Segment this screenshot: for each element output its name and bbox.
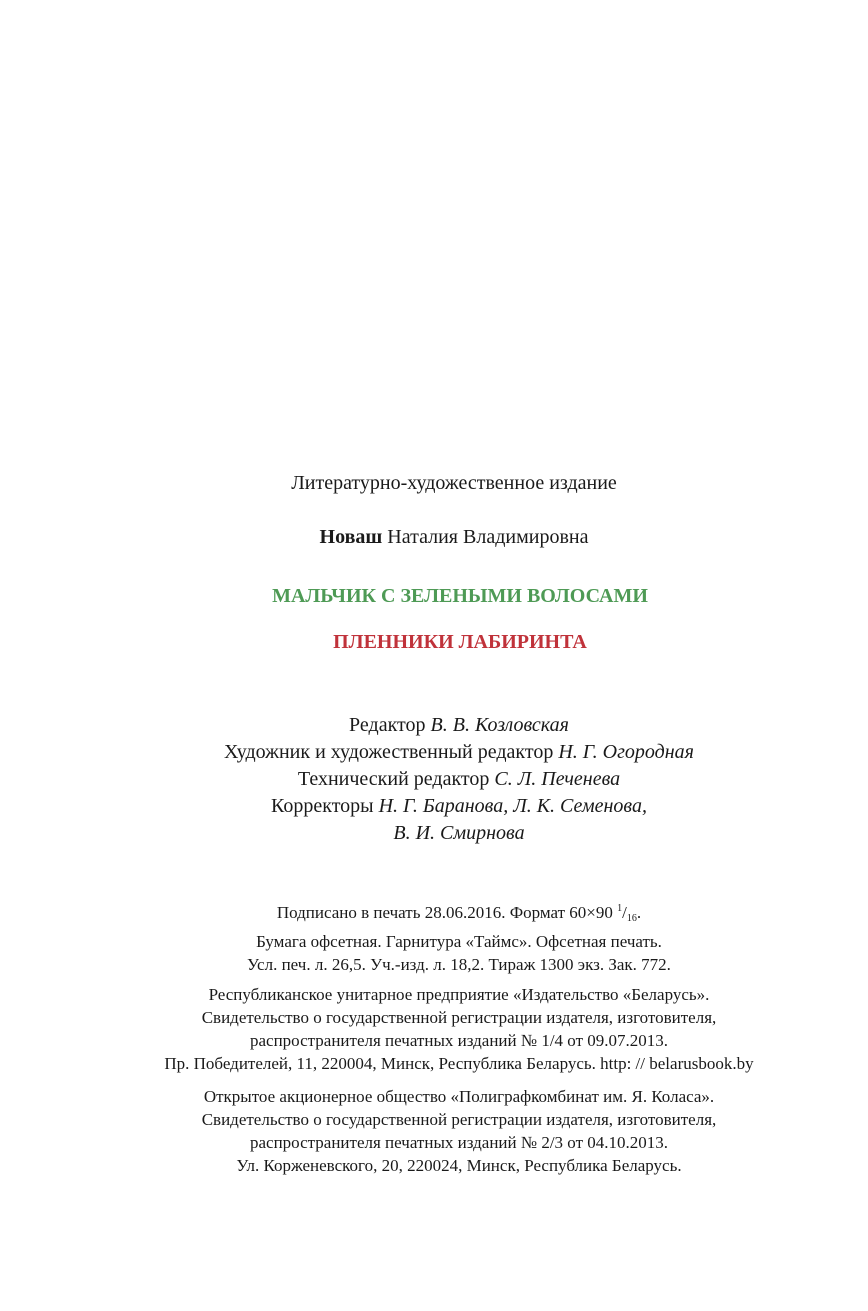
print-format-text: Подписано в печать 28.06.2016. Формат 60×90	[276, 903, 613, 922]
publisher-line-1: Республиканское унитарное предприятие «Издательство «Беларусь».	[208, 985, 710, 1004]
credit-label: Художник и художественный редактор	[224, 741, 554, 763]
credit-label: Технический редактор	[297, 768, 490, 790]
print-info-line-3: Усл. печ. л. 26,5. Уч.-изд. л. 18,2. Тираж 1300 экз. Зак. 772.	[247, 955, 671, 974]
publisher-line-3: распространителя печатных изданий № 1/4 от 09.07.2013.	[249, 1031, 669, 1050]
print-info-line-2: Бумага офсетная. Гарнитура «Таймс». Офсетная печать.	[256, 932, 662, 951]
fraction-numerator: 1	[617, 903, 623, 914]
printer-line-1: Открытое акционерное общество «Полиграфкомбинат им. Я. Коласа».	[203, 1087, 715, 1106]
credit-name: Н. Г. Огородная	[558, 741, 694, 763]
credit-proofreaders-cont	[0, 820, 868, 847]
fraction-denominator: 16	[626, 913, 637, 924]
printer-block	[0, 1085, 868, 1177]
credit-name: В. В. Козловская	[430, 714, 569, 736]
period: .	[636, 903, 642, 922]
credits-block	[0, 712, 868, 847]
author-line	[20, 526, 868, 549]
printer-line-4: Ул. Корженевского, 20, 220024, Минск, Республика Беларусь.	[236, 1156, 682, 1175]
credit-artist	[0, 739, 868, 766]
author-given-name: Наталия Владимировна	[387, 526, 589, 548]
credit-proofreaders	[0, 793, 868, 820]
publisher-block	[0, 983, 868, 1075]
publisher-line-4: Пр. Победителей, 11, 220004, Минск, Республика Беларусь. http: // belarusbook.by	[164, 1054, 754, 1073]
credit-name: В. И. Смирнова	[393, 822, 525, 844]
printer-line-2: Свидетельство о государственной регистрации издателя, изготовителя,	[201, 1110, 717, 1129]
author-surname: Новаш	[319, 526, 383, 548]
printer-line-3: распространителя печатных изданий № 2/3 от 04.10.2013.	[249, 1133, 669, 1152]
book-title: МАЛЬЧИК С ЗЕЛЕНЫМИ ВОЛОСАМИ	[272, 585, 648, 607]
credit-label: Корректоры	[271, 795, 374, 817]
credit-editor	[0, 712, 868, 739]
credit-label: Редактор	[349, 714, 426, 736]
credit-name: С. Л. Печенева	[494, 768, 621, 790]
credit-name: Н. Г. Баранова, Л. К. Семенова,	[378, 795, 647, 817]
credit-tech-editor	[0, 766, 868, 793]
print-info-line-1	[50, 897, 868, 930]
genre-line: Литературно-художественное издание	[291, 472, 617, 494]
publisher-line-2: Свидетельство о государственной регистрации издателя, изготовителя,	[201, 1008, 717, 1027]
print-info-block	[0, 897, 868, 976]
format-fraction: $^1/_{16}$	[617, 903, 637, 924]
book-subtitle: ПЛЕННИКИ ЛАБИРИНТА	[333, 631, 587, 653]
